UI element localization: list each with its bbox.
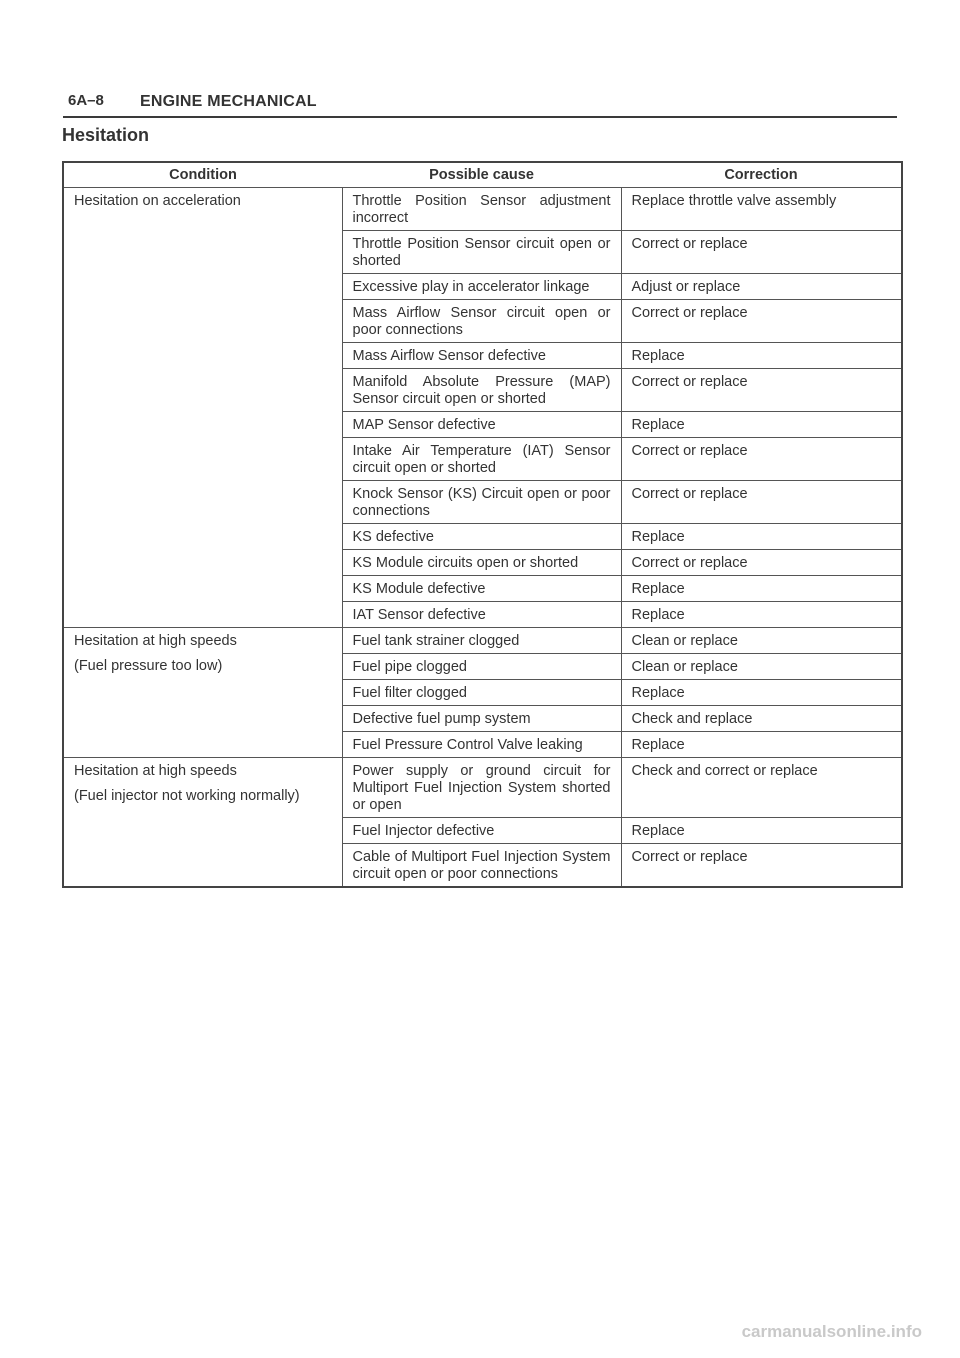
table-row — [63, 188, 902, 231]
correction-cell: Replace — [621, 343, 902, 369]
correction-cell: Replace — [621, 602, 902, 628]
possible-cause-cell: Throttle Position Sensor circuit open or shorted — [342, 231, 621, 274]
condition-text: (Fuel injector not working normally) — [74, 788, 300, 804]
correction-cell: Adjust or replace — [621, 274, 902, 300]
troubleshooting-table — [62, 161, 903, 888]
correction-cell: Replace throttle valve assembly — [621, 188, 902, 231]
possible-cause-cell: Mass Airflow Sensor defective — [342, 343, 621, 369]
possible-cause-cell: KS defective — [342, 524, 621, 550]
correction-cell: Replace — [621, 524, 902, 550]
table-body — [63, 188, 902, 888]
page-number: 6A–8 — [68, 92, 104, 109]
possible-cause-cell: Fuel tank strainer clogged — [342, 628, 621, 654]
correction-cell: Replace — [621, 680, 902, 706]
condition-text: Hesitation at high speeds — [74, 633, 237, 649]
correction-cell: Correct or replace — [621, 550, 902, 576]
column-header-condition: Condition — [63, 162, 342, 188]
correction-cell: Replace — [621, 576, 902, 602]
possible-cause-cell: Knock Sensor (KS) Circuit open or poor connections — [342, 481, 621, 524]
correction-cell: Replace — [621, 732, 902, 758]
condition-cell — [63, 188, 342, 628]
possible-cause-cell: Throttle Position Sensor adjustment incorrect — [342, 188, 621, 231]
correction-cell: Check and correct or replace — [621, 758, 902, 818]
condition-cell — [63, 628, 342, 758]
correction-cell: Correct or replace — [621, 438, 902, 481]
correction-cell: Clean or replace — [621, 654, 902, 680]
correction-cell: Check and replace — [621, 706, 902, 732]
possible-cause-cell: MAP Sensor defective — [342, 412, 621, 438]
condition-text: (Fuel pressure too low) — [74, 658, 223, 674]
possible-cause-cell: KS Module circuits open or shorted — [342, 550, 621, 576]
table-row — [63, 758, 902, 818]
possible-cause-cell: Manifold Absolute Pressure (MAP) Sensor circuit open or shorted — [342, 369, 621, 412]
page-header — [63, 88, 897, 118]
column-header-possible-cause: Possible cause — [342, 162, 621, 188]
table-header-row — [63, 162, 902, 188]
possible-cause-cell: Fuel Injector defective — [342, 818, 621, 844]
possible-cause-cell: Fuel pipe clogged — [342, 654, 621, 680]
correction-cell: Replace — [621, 412, 902, 438]
possible-cause-cell: KS Module defective — [342, 576, 621, 602]
table-row — [63, 628, 902, 654]
column-header-correction: Correction — [621, 162, 902, 188]
possible-cause-cell: Power supply or ground circuit for Multiport Fuel Injection System shorted or open — [342, 758, 621, 818]
correction-cell: Correct or replace — [621, 300, 902, 343]
possible-cause-cell: Excessive play in accelerator linkage — [342, 274, 621, 300]
correction-cell: Clean or replace — [621, 628, 902, 654]
correction-cell: Correct or replace — [621, 369, 902, 412]
possible-cause-cell: Cable of Multiport Fuel Injection System circuit open or poor connections — [342, 844, 621, 888]
correction-cell: Correct or replace — [621, 844, 902, 888]
section-title: Hesitation — [62, 125, 150, 145]
condition-text: Hesitation at high speeds — [74, 763, 237, 779]
possible-cause-cell: Intake Air Temperature (IAT) Sensor circuit open or shorted — [342, 438, 621, 481]
possible-cause-cell: Fuel filter clogged — [342, 680, 621, 706]
condition-text: Hesitation on acceleration — [74, 193, 241, 209]
watermark: carmanualsonline.info — [741, 1322, 922, 1341]
chapter-title: ENGINE MECHANICAL — [140, 93, 317, 110]
possible-cause-cell: Mass Airflow Sensor circuit open or poor connections — [342, 300, 621, 343]
possible-cause-cell: Defective fuel pump system — [342, 706, 621, 732]
correction-cell: Correct or replace — [621, 481, 902, 524]
possible-cause-cell: IAT Sensor defective — [342, 602, 621, 628]
possible-cause-cell: Fuel Pressure Control Valve leaking — [342, 732, 621, 758]
condition-cell — [63, 758, 342, 888]
correction-cell: Replace — [621, 818, 902, 844]
correction-cell: Correct or replace — [621, 231, 902, 274]
